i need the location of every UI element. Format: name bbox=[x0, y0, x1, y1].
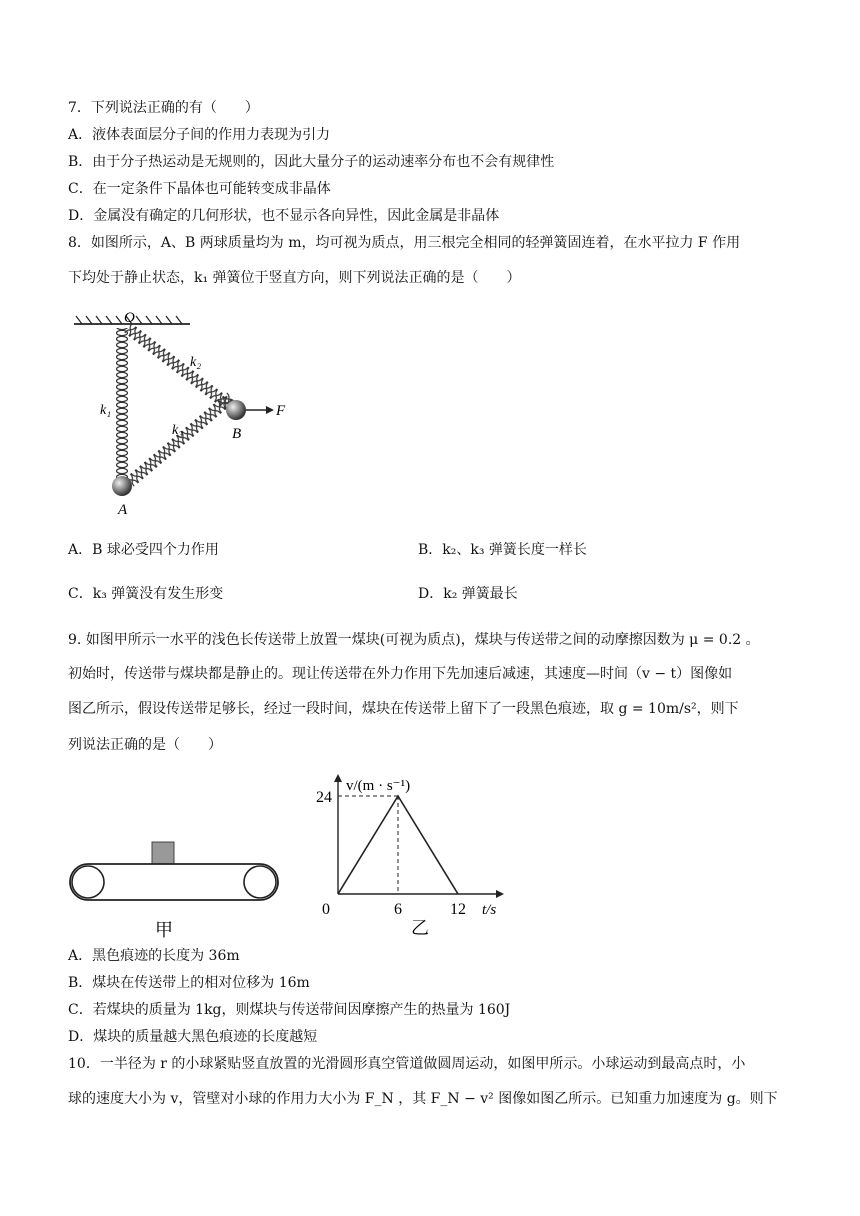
q8-option-d: D．k₂ 弹簧最长 bbox=[418, 586, 518, 602]
q10-stem-line1: 10．一半径为 r 的小球紧贴竖直放置的光滑圆形真空管道做圆周运动，如图甲所示。小球运动到最高点时，小 bbox=[68, 1056, 746, 1072]
label-k1: k₁ bbox=[100, 403, 112, 418]
x-tick-label: 0 bbox=[322, 901, 330, 918]
q7-option-b: B．由于分子热运动是无规则的，因此大量分子的运动速率分布也不会有规律性 bbox=[68, 154, 555, 170]
label-o: O bbox=[124, 310, 135, 326]
q7-option-d: D．金属没有确定的几何形状，也不显示各向异性，因此金属是非晶体 bbox=[68, 208, 500, 224]
q8-stem-line1: 8．如图所示，A、B 两球质量均为 m，均可视为质点，用三根完全相同的轻弹簧固连着，在水平拉力 F 作用 bbox=[68, 235, 741, 251]
q9-option-a: A．黑色痕迹的长度为 36m bbox=[68, 948, 240, 964]
coal-block bbox=[152, 842, 174, 864]
label-k2: k₂ bbox=[190, 355, 202, 370]
fig-b-caption: 乙 bbox=[411, 918, 429, 938]
spring-system-figure bbox=[68, 306, 288, 520]
x-tick-label: 12 bbox=[450, 901, 466, 918]
spring-k3 bbox=[126, 393, 235, 487]
spring-k1 bbox=[116, 328, 128, 478]
q10-stem-line2: 球的速度大小为 v，管壁对小球的作用力大小为 F_N ，其 F_N − v² 图像如图乙所示。已知重力加速度为 g。则下 bbox=[68, 1091, 778, 1107]
q8-option-c: C．k₃ 弹簧没有发生形变 bbox=[68, 586, 224, 602]
q7-option-c: C．在一定条件下晶体也可能转变成非晶体 bbox=[68, 181, 331, 197]
q9-stem-line4: 列说法正确的是（ ） bbox=[68, 737, 222, 753]
label-f: F bbox=[276, 403, 286, 419]
y-tick-label: 24 bbox=[316, 789, 332, 806]
vt-graph bbox=[300, 768, 520, 940]
label-k3: k₃ bbox=[172, 423, 184, 438]
right-roller bbox=[244, 866, 276, 898]
y-axis-label: v/(m · s⁻¹) bbox=[346, 778, 411, 794]
conveyor-figure bbox=[68, 836, 288, 946]
q9-stem-line2: 初始时，传送带与煤块都是静止的。现让传送带在外力作用下先加速后减速，其速度—时间（v − t）图像如 bbox=[68, 666, 733, 682]
q9-option-b: B．煤块在传送带上的相对位移为 16m bbox=[68, 975, 310, 991]
q9-option-d: D．煤块的质量越大黑色痕迹的长度越短 bbox=[68, 1029, 318, 1045]
q9-option-c: C．若煤块的质量为 1kg，则煤块与传送带间因摩擦产生的热量为 160J bbox=[68, 1002, 511, 1018]
q7-option-a: A．液体表面层分子间的作用力表现为引力 bbox=[68, 127, 331, 143]
q8-option-a: A．B 球必受四个力作用 bbox=[68, 542, 219, 558]
x-axis-label: t/s bbox=[482, 902, 497, 918]
q9-stem-line1: 9. 如图甲所示一水平的浅色长传送带上放置一煤块(可视为质点)，煤块与传送带之间的动摩擦因数为 μ = 0.2 。 bbox=[68, 632, 760, 648]
label-a: A bbox=[118, 502, 128, 518]
q7-stem: 7．下列说法正确的有（ ） bbox=[68, 100, 259, 116]
q9-stem-line3: 图乙所示，假设传送带足够长，经过一段时间，煤块在传送带上留下了一段黑色痕迹，取 g = 10m/s²，则下 bbox=[68, 701, 739, 717]
x-tick-label: 6 bbox=[394, 901, 402, 918]
conveyor-belt bbox=[70, 864, 278, 900]
left-roller bbox=[72, 866, 104, 898]
label-b: B bbox=[232, 426, 242, 442]
ball-b bbox=[226, 400, 246, 420]
q8-stem-line2: 下均处于静止状态，k₁ 弹簧位于竖直方向，则下列说法正确的是（ ） bbox=[68, 270, 521, 286]
ball-a bbox=[112, 476, 132, 496]
fig-a-caption: 甲 bbox=[155, 920, 173, 940]
q8-option-b: B．k₂、k₃ 弹簧长度一样长 bbox=[418, 542, 587, 558]
